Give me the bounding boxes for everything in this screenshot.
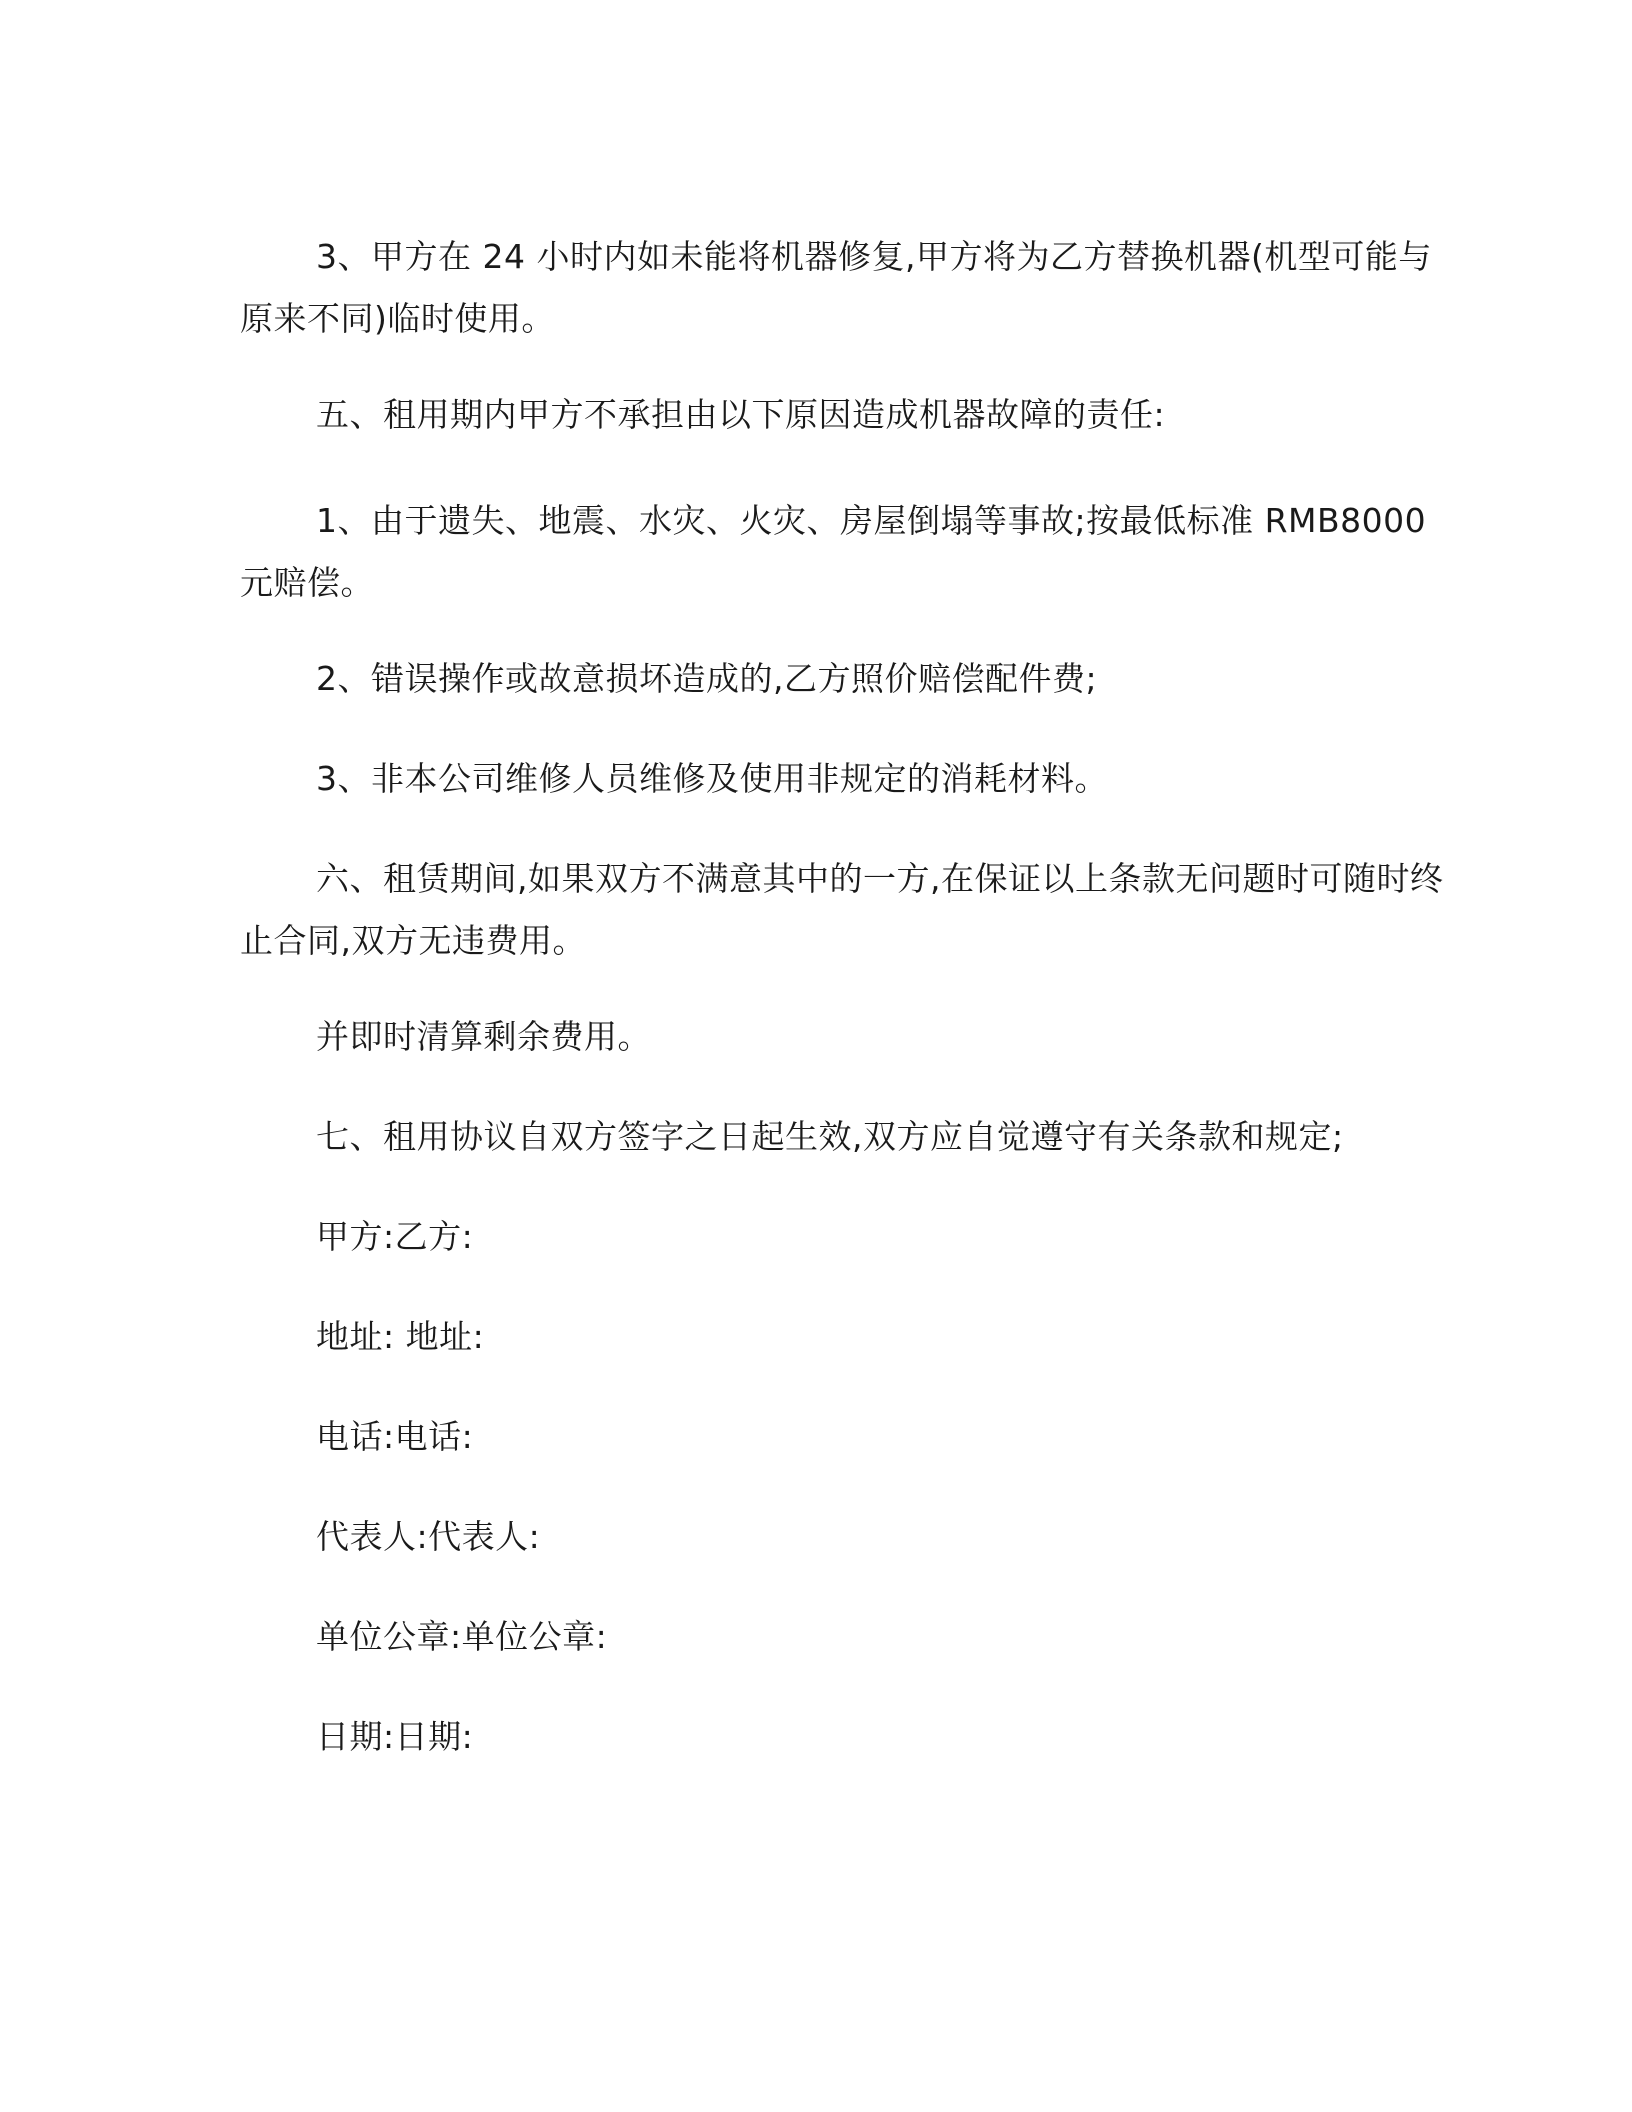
clause-5-1-line-1: 1、由于遗失、地震、水灾、火灾、房屋倒塌等事故;按最低标准 RMB8000 xyxy=(316,501,1427,540)
clause-6-paragraph xyxy=(240,848,1444,972)
clause-4-3-paragraph xyxy=(240,226,1432,350)
clause-7-paragraph: 七、租用协议自双方签字之日起生效,双方应自觉遵守有关条款和规定; xyxy=(316,1117,1344,1156)
clause-6-line-2: 止合同,双方无违费用。 xyxy=(240,921,586,960)
clause-5-1-line-2: 元赔偿。 xyxy=(240,563,374,602)
clause-5-1-paragraph xyxy=(240,490,1427,614)
clause-5-2-paragraph: 2、错误操作或故意损坏造成的,乙方照价赔偿配件费; xyxy=(316,659,1098,698)
signature-party-field: 甲方:乙方: xyxy=(316,1217,474,1256)
signature-date-field: 日期:日期: xyxy=(316,1717,474,1756)
signature-phone-field: 电话:电话: xyxy=(316,1417,474,1456)
signature-seal-field: 单位公章:单位公章: xyxy=(316,1617,608,1656)
signature-representative-field: 代表人:代表人: xyxy=(316,1517,541,1556)
clause-4-3-line-1: 3、甲方在 24 小时内如未能将机器修复,甲方将为乙方替换机器(机型可能与 xyxy=(316,237,1432,276)
clause-5-heading: 五、租用期内甲方不承担由以下原因造成机器故障的责任: xyxy=(316,395,1166,434)
clause-5-3-paragraph: 3、非本公司维修人员维修及使用非规定的消耗材料。 xyxy=(316,759,1108,798)
clause-4-3-line-2: 原来不同)临时使用。 xyxy=(240,299,555,338)
clause-6-line-1: 六、租赁期间,如果双方不满意其中的一方,在保证以上条款无问题时可随时终 xyxy=(316,859,1444,898)
signature-address-field: 地址: 地址: xyxy=(316,1317,485,1356)
clause-6-continuation: 并即时清算剩余费用。 xyxy=(316,1017,651,1056)
